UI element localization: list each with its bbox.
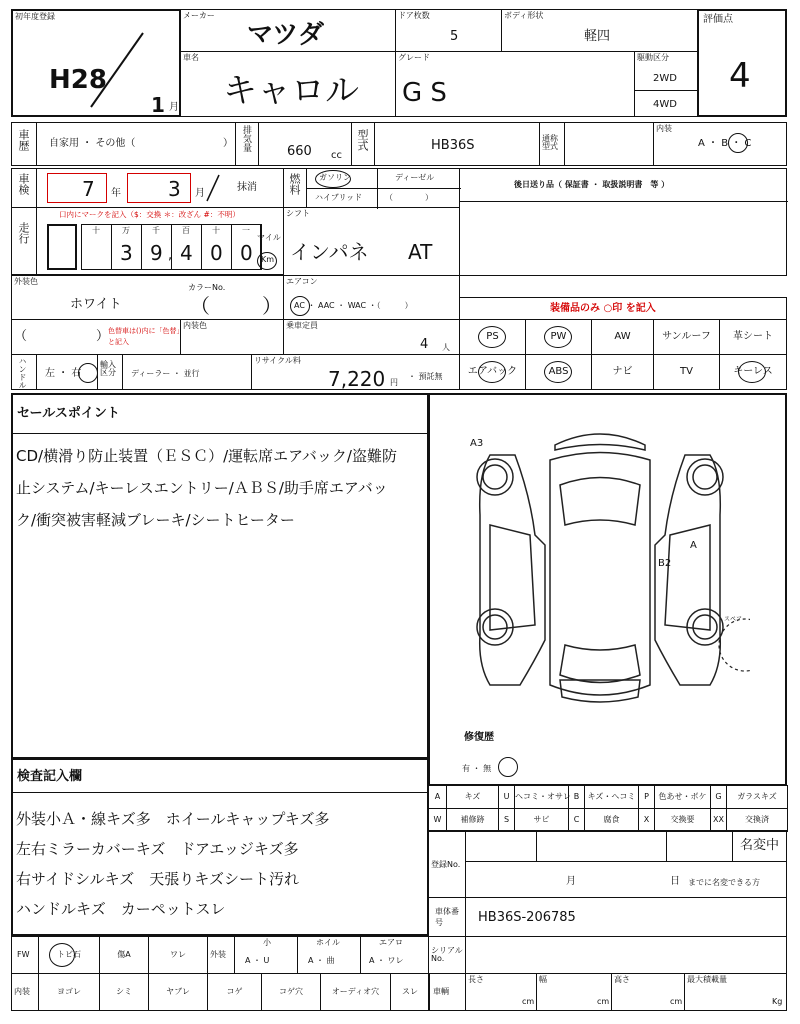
chassis-cell	[465, 897, 787, 937]
dimension-cell	[465, 973, 537, 1011]
interior-grade-label: 内装	[656, 124, 672, 133]
interior-item-cell	[320, 973, 391, 1011]
recycle-cell	[251, 354, 460, 390]
circle-mark	[78, 363, 98, 383]
odometer-digit-cell	[81, 224, 112, 270]
recycle-value: 7,220	[328, 367, 386, 391]
equipment-label: AW	[614, 331, 631, 342]
aero-options: A ・ ワレ	[369, 956, 404, 965]
legend-label: XX	[713, 815, 724, 824]
dimension-unit: cm	[670, 997, 683, 1006]
fw-item: トビ石	[57, 950, 81, 959]
legend-label: 腐食	[603, 815, 620, 824]
dimension-label: 長さ	[468, 975, 484, 984]
odometer-digit-cell	[141, 224, 172, 270]
legend-cell	[498, 785, 515, 809]
dimension-cell	[684, 973, 787, 1011]
insp-month-value: 3	[168, 177, 181, 201]
shift-type: AT	[408, 240, 433, 264]
month-unit: 月	[169, 102, 179, 113]
name-change-label: 名変中	[740, 838, 780, 853]
legend-cell	[584, 808, 639, 832]
model-value: HB36S	[431, 138, 475, 153]
paren-close: ）	[96, 329, 110, 344]
damage-diagram-box	[428, 393, 787, 786]
car-name-cell	[180, 51, 396, 117]
color-change-note: 色替車は()内に「色替」と記入	[108, 327, 180, 346]
wheel-cell	[297, 936, 361, 974]
fw-item-cell	[38, 936, 100, 974]
sales-point-line: ク/衝突被害軽減ブレーキ/シートヒーター	[16, 511, 295, 529]
shift-position: インパネ	[290, 240, 369, 264]
legend-label: サビ	[533, 815, 550, 824]
drive-2wd: 2WD	[653, 73, 677, 84]
mileage-digits	[81, 224, 261, 270]
legend-cell	[654, 808, 711, 832]
capacity-value: 4	[420, 337, 429, 352]
small-label: 小	[263, 938, 271, 947]
equipment-cell	[459, 354, 526, 390]
legend-label: A	[434, 792, 441, 801]
exterior-color-value: ホワイト	[70, 297, 122, 312]
interior-item-cell	[390, 973, 430, 1011]
paren-open: （	[14, 329, 28, 344]
legend-label: U	[503, 792, 510, 801]
dimension-unit: cm	[597, 997, 610, 1006]
legend-label: 色あせ・ボケ	[658, 792, 707, 801]
odometer-unit: 百	[182, 226, 190, 235]
dims-label-cell	[428, 973, 466, 1011]
circle-mark	[257, 252, 277, 270]
first-registration-label: 初年度登録	[15, 12, 55, 21]
doors-cell	[395, 9, 502, 52]
interior-grade-cell	[653, 122, 787, 166]
exterior-label-cell	[207, 936, 235, 974]
km-label: Km	[261, 255, 275, 264]
inspection-notes-box	[11, 758, 429, 936]
doors-value: 5	[450, 29, 459, 44]
sales-points-title: セールスポイント	[17, 406, 120, 421]
grade-value: G S	[402, 78, 447, 108]
legend-cell	[568, 785, 585, 809]
yen-unit: 円	[390, 378, 398, 387]
car-name-value: キャロル	[223, 71, 359, 111]
handle-label: ハンドル	[18, 357, 27, 389]
legend-cell	[726, 785, 788, 809]
history-cell	[36, 122, 236, 166]
circle-mark	[544, 326, 572, 348]
odometer-unit: 十	[212, 226, 220, 235]
legend-cell	[584, 785, 639, 809]
circle-mark	[478, 326, 506, 348]
dimension-cell	[611, 973, 685, 1011]
interior-item-cell	[99, 973, 149, 1011]
repair-options: 有 ・ 無	[462, 764, 492, 773]
legend-cell	[514, 808, 569, 832]
insp-year-box	[47, 173, 107, 203]
equipment-cell	[591, 319, 654, 355]
repair-label: 修復歴	[464, 732, 494, 743]
odometer-digit-cell	[111, 224, 142, 270]
fuel-other: （ ）	[385, 193, 433, 202]
ac-options: AC ・ AAC ・ WAC ・（ ）	[294, 301, 413, 310]
interior-item: オーディオ穴	[331, 987, 380, 996]
body-type-label: ボディ形状	[504, 11, 544, 20]
body-type-cell	[501, 9, 699, 52]
capacity-label: 乗車定員	[286, 321, 318, 330]
equipment-cell	[525, 319, 592, 355]
documents-title: 後日送り品（ 保証書 ・ 取扱説明書 等 ）	[514, 180, 670, 189]
cc-unit: cc	[331, 150, 342, 161]
fuel-label-cell	[283, 168, 307, 208]
doors-label: ドア枚数	[398, 11, 430, 20]
inspection-line: 外装小Ａ・線キズ多 ホイールキャップキズ多	[16, 810, 330, 828]
serial-cell	[465, 936, 787, 974]
equipment-label: PW	[550, 331, 567, 342]
legend-label: B	[573, 792, 580, 801]
inspection-cell	[36, 168, 284, 208]
history-label-cell	[11, 122, 37, 166]
displacement-value: 660	[287, 144, 312, 159]
equipment-label: キーレス	[733, 366, 773, 377]
odometer-digit: 0	[240, 241, 253, 265]
mark-a3: A3	[470, 438, 484, 449]
car-diagram	[450, 415, 750, 715]
dimension-label: 高さ	[614, 975, 630, 984]
odometer-digit: 0	[210, 241, 223, 265]
chassis-label: 車体番号	[435, 907, 459, 928]
registration-label: 登録No.	[431, 860, 461, 869]
legend-cell	[428, 808, 447, 832]
equipment-label: 革シート	[733, 331, 773, 342]
equipment-cell	[591, 354, 654, 390]
interior-item: ヨゴレ	[57, 987, 81, 996]
legend-cell	[446, 785, 499, 809]
equipment-cell	[719, 319, 787, 355]
circle-mark	[738, 361, 766, 383]
insp-year-value: 7	[82, 177, 95, 201]
ac-cell	[283, 275, 460, 320]
history-text: 自家用 ・ その他（	[49, 138, 136, 149]
capacity-cell	[283, 319, 460, 355]
inspection-label: 車検	[17, 173, 30, 195]
circle-mark	[49, 943, 75, 967]
fw-label-cell	[11, 936, 39, 974]
legend-cell	[726, 808, 788, 832]
odometer-digit: 3	[120, 241, 133, 265]
odometer-digit-cell	[201, 224, 232, 270]
legend-cell	[710, 808, 727, 832]
mileage-label-cell	[11, 207, 37, 275]
mark-b2: B2	[658, 558, 672, 569]
equipment-cell	[459, 319, 526, 355]
fuel-label: 燃料	[288, 173, 301, 195]
legend-label: G	[715, 792, 722, 801]
fuel-cell	[306, 168, 460, 208]
equipment-cell	[719, 354, 787, 390]
history-label: 車歴	[17, 129, 30, 151]
legend-label: キズ	[464, 792, 481, 801]
circle-mark	[290, 296, 310, 316]
aero-label: エアロ	[379, 938, 403, 947]
color-change-cell	[11, 319, 181, 355]
handle-cell	[36, 354, 98, 390]
sales-points-box	[11, 393, 429, 759]
circle-mark	[544, 361, 572, 383]
interior-item-cell	[38, 973, 100, 1011]
odometer-digit: 9	[150, 241, 163, 265]
equipment-label: PS	[486, 331, 499, 342]
serial-label-cell	[428, 936, 466, 974]
interior-label: 内装	[14, 987, 30, 996]
shift-cell	[283, 207, 460, 276]
equipment-label: サンルーフ	[662, 331, 711, 342]
dimension-unit: cm	[522, 997, 535, 1006]
interior-item: シミ	[116, 987, 132, 996]
equipment-label: TV	[680, 366, 693, 377]
inspection-line: 右サイドシルキズ 天張りキズシート汚れ	[16, 870, 299, 888]
legend-label: ガラスキズ	[737, 792, 777, 801]
odometer-comma: ,	[168, 248, 173, 263]
slash-mark	[83, 29, 153, 109]
odometer-digit-cell	[171, 224, 202, 270]
mileage-mark-box	[47, 224, 77, 270]
name-change-deadline: までに名変できる方	[688, 878, 760, 887]
legend-cell	[638, 808, 655, 832]
wheel-label: ホイル	[316, 938, 340, 947]
dims-label: 車輌	[433, 987, 449, 996]
dimension-unit: Kg	[772, 997, 783, 1006]
legend-cell	[428, 785, 447, 809]
legend-cell	[514, 785, 569, 809]
score-cell	[697, 9, 787, 117]
sales-point-line: CD/横滑り防止装置（ＥＳＣ）/運転席エアバック/盗難防	[16, 447, 397, 465]
drive-label: 駆動区分	[637, 53, 669, 62]
inspection-line: ハンドルキズ カーペットスレ	[16, 900, 226, 918]
interior-item: コゲ	[226, 987, 243, 996]
legend-label: C	[573, 815, 580, 824]
grade-label: グレード	[398, 53, 430, 62]
fuel-diesel: ディーゼル	[395, 173, 435, 182]
wheel-options: A ・ 曲	[308, 956, 335, 965]
year-unit: 年	[111, 188, 121, 199]
recycle-label: リサイクル料	[254, 356, 301, 365]
exterior-label: 外装	[210, 950, 226, 959]
fuel-gas: ガソリン	[319, 173, 351, 182]
equipment-label: ABS	[548, 366, 569, 377]
import-cell	[122, 354, 252, 390]
spare-label: スペア	[724, 616, 743, 623]
reg-month-unit: 月	[566, 876, 576, 887]
small-options: A ・ U	[245, 956, 270, 965]
equipment-cell	[525, 354, 592, 390]
interior-label-cell	[11, 973, 39, 1011]
registration-label-cell	[428, 830, 466, 898]
chassis-label-cell	[428, 897, 466, 937]
car-name-label: 車名	[183, 53, 199, 62]
exterior-color-label: 外装色	[14, 277, 38, 286]
deregistered: 抹消	[237, 182, 257, 193]
mileage-label: 走行	[17, 222, 30, 244]
dimension-label: 幅	[539, 975, 547, 984]
interior-item-cell	[261, 973, 321, 1011]
equipment-label: ナビ	[612, 366, 633, 377]
displacement-label: 排気量	[241, 125, 251, 152]
dimension-label: 最大積載量	[687, 975, 727, 984]
documents-cell	[459, 168, 787, 276]
registration-cell	[465, 830, 787, 898]
legend-cell	[654, 785, 711, 809]
legend-label: 交換済	[745, 815, 769, 824]
mark-note: 口内にマークを記入（$：交換 ＊：改ざん #：不明）	[59, 210, 240, 219]
inspection-label-cell	[11, 168, 37, 208]
interior-color-cell	[180, 319, 284, 355]
serial-label: シリアルNo.	[431, 946, 463, 963]
model-label: 型式	[356, 129, 369, 151]
legend-cell	[498, 808, 515, 832]
model-cell	[374, 122, 540, 166]
handle-label-cell	[11, 354, 37, 390]
legend-cell	[710, 785, 727, 809]
odometer-unit: 十	[92, 226, 100, 235]
equipment-note-cell	[459, 297, 787, 320]
first-registration-era: H28	[49, 65, 107, 95]
interior-color-label: 内装色	[183, 321, 207, 330]
inspection-line: 左右ミラーカバーキズ ドアエッジキズ多	[16, 840, 299, 858]
equipment-label: エアバック	[467, 366, 518, 377]
legend-label: W	[433, 815, 442, 824]
color-no-label: カラーNo.	[188, 283, 226, 292]
fw-label: FW	[17, 950, 30, 959]
interior-item: ヤブレ	[166, 987, 190, 996]
legend-cell	[638, 785, 655, 809]
dimension-cell	[536, 973, 612, 1011]
equipment-cell	[653, 319, 720, 355]
score-value: 4	[729, 56, 751, 96]
equipment-cell	[653, 354, 720, 390]
maker-label: メーカー	[183, 11, 215, 20]
mark-a: A	[690, 540, 697, 551]
interior-grade-value: A ・ B ・ C	[698, 138, 752, 149]
grade-cell	[395, 51, 635, 117]
equipment-note: 装備品のみ ○印 を記入	[550, 303, 656, 314]
handle-value: 左 ・ 右	[45, 368, 82, 379]
fw-item: 傷A	[117, 950, 131, 959]
first-registration-cell	[11, 9, 181, 117]
chassis-number: HB36S-206785	[478, 910, 576, 925]
small-cell	[234, 936, 298, 974]
sales-point-line: 止システム/キーレスエントリー/ＡＢＳ/助手席エアバッ	[16, 479, 388, 497]
model-label-cell	[351, 122, 375, 166]
drive-4wd: 4WD	[653, 99, 677, 110]
fw-item: ワレ	[170, 950, 186, 959]
import-value: ディーラー ・ 並行	[131, 369, 200, 378]
displacement-cell	[258, 122, 352, 166]
aero-cell	[360, 936, 429, 974]
circle-mark	[315, 170, 351, 188]
legend-label: キズ・ヘコミ	[587, 792, 636, 801]
circle-mark	[498, 757, 518, 777]
ac-label: エアコン	[286, 277, 318, 286]
legend-label: S	[503, 815, 510, 824]
legend-label: P	[644, 792, 649, 801]
month-unit-2: 月	[195, 188, 205, 199]
mileage-cell	[36, 207, 284, 275]
legend-cell	[446, 808, 499, 832]
fuel-hybrid: ハイブリッド	[315, 193, 363, 202]
drive-cell	[634, 51, 698, 117]
deposit-none: ・ 預託無	[408, 372, 443, 381]
slash-mark-2	[205, 173, 221, 203]
odometer-unit: 千	[152, 226, 160, 235]
odometer-digit: 4	[180, 241, 193, 265]
fw-item-cell	[99, 936, 149, 974]
import-label-cell	[97, 354, 123, 390]
score-label: 評価点	[703, 14, 733, 25]
common-model-cell	[564, 122, 654, 166]
fw-item-cell	[148, 936, 208, 974]
maker-cell	[180, 9, 396, 52]
legend-cell	[568, 808, 585, 832]
color-no-open: （	[190, 294, 210, 318]
mile-label: マイル	[257, 233, 281, 242]
odometer-unit: 一	[242, 226, 250, 235]
reg-day-unit: 日	[670, 876, 680, 887]
legend-label: ヘコミ・オサレ	[515, 792, 571, 801]
interior-item-cell	[207, 973, 262, 1011]
history-close: ）	[223, 138, 233, 149]
interior-item-cell	[148, 973, 208, 1011]
maker-value: マツダ	[247, 20, 324, 50]
legend-label: 補修跡	[460, 815, 485, 824]
capacity-unit: 人	[442, 343, 450, 352]
common-model-label: 通称型式	[542, 134, 558, 151]
shift-label: シフト	[286, 209, 310, 218]
exterior-color-cell	[11, 275, 284, 320]
odometer-unit: 万	[122, 226, 130, 235]
first-registration-month: 1	[151, 93, 165, 117]
legend-label: 交換要	[670, 815, 695, 824]
circle-mark	[728, 133, 748, 153]
interior-item: コゲ穴	[279, 987, 303, 996]
legend-label: X	[643, 815, 650, 824]
color-no-close: ）	[262, 294, 282, 318]
body-type-value: 軽四	[584, 29, 611, 44]
inspection-notes-title: 検査記入欄	[17, 769, 83, 784]
common-model-label-cell	[539, 122, 565, 166]
insp-month-box	[127, 173, 191, 203]
import-label: 輸入区分	[100, 360, 116, 377]
interior-item: スレ	[402, 987, 418, 996]
displacement-label-cell	[235, 122, 259, 166]
circle-mark	[478, 361, 506, 383]
